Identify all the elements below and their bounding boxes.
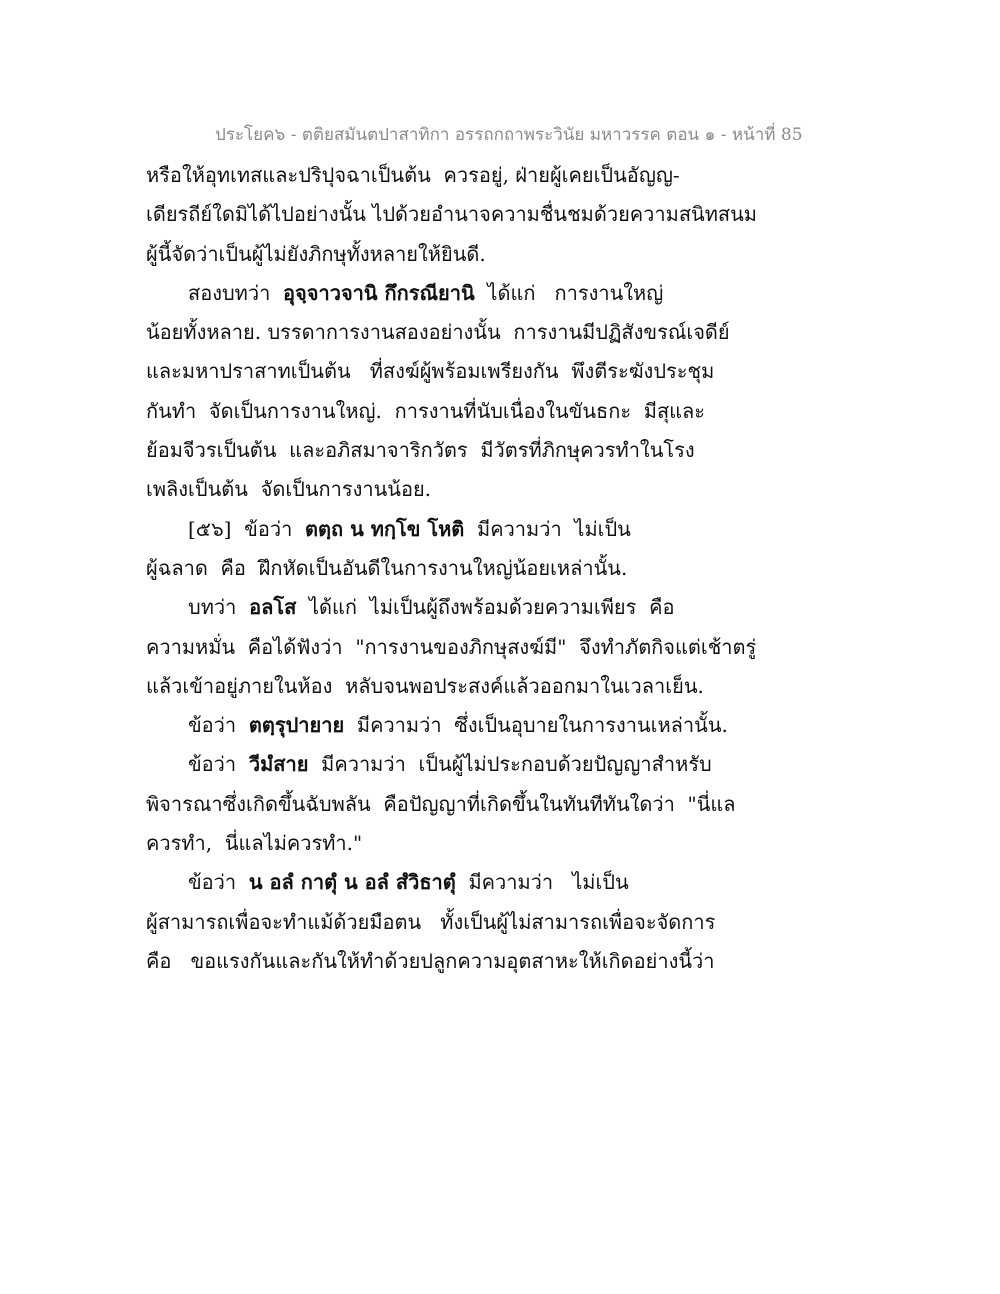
text-line [146,313,746,352]
text-segment: ได้แก่ ไม่เป็นผู้ถึงพร้อมด้วยความเพียร คือ [296,595,675,620]
text-line [146,549,746,588]
text-line [146,942,746,981]
text-segment: ย้อมจีวรเป็นต้น และอภิสมาจาริกวัตร มีวัตรที่ภิกษุควรทำในโรง [146,438,695,463]
text-segment: และมหาปราสาทเป็นต้น ที่สงฆ์ผู้พร้อมเพรียงกัน พึงตีระฆังประชุม [146,359,715,384]
pali-term: อุจฺจาวจานิ กึกรณียานิ [283,280,475,305]
text-line [146,824,746,863]
text-segment: เดียรถีย์ใดมิได้ไปอย่างนั้น ไปด้วยอำนาจความชื่นชมด้วยความสนิทสนม [146,202,757,227]
running-header: ประโยค๖ - ตติยสมันตปาสาทิกา อรรถกถาพระวินัย มหาวรรค ตอน ๑ - หน้าที่ 85 [215,125,803,145]
text-segment: [๕๖] ข้อว่า [188,516,306,541]
text-line [146,706,746,745]
text-line [146,470,746,509]
text-segment: ผู้สามารถเพื่อจะทำแม้ด้วยมือตน ทั้งเป็นผู้ไม่สามารถเพื่อจะจัดการ [146,909,716,934]
text-segment: ได้แก่ การงานใหญ่ [474,280,664,305]
text-line [146,352,746,391]
text-line [146,667,746,706]
text-line [146,510,746,549]
text-line [146,903,746,942]
text-segment: แล้วเข้าอยู่ภายในห้อง หลับจนพอประสงค์แล้วออกมาในเวลาเย็น. [146,673,704,698]
text-segment: มีความว่า ไม่เป็น [464,516,631,541]
text-segment: เพลิงเป็นต้น จัดเป็นการงานน้อย. [146,477,432,502]
text-segment: มีความว่า เป็นผู้ไม่ประกอบด้วยปัญญาสำหรับ [308,752,712,777]
text-line [146,274,746,313]
pali-term: วีมํสาย [248,752,309,777]
text-segment: ผู้นี้จัดว่าเป็นผู้ไม่ยังภิกษุทั้งหลายให้ยินดี. [146,241,486,266]
text-line [146,588,746,627]
text-segment: ข้อว่า [188,870,249,895]
text-line [146,195,757,234]
text-segment: มีความว่า ไม่เป็น [455,870,629,895]
pali-term: ตตฺถ น ทกฺโข โหติ [305,516,465,541]
body-text [146,156,757,981]
text-line [146,863,746,902]
text-segment: ข้อว่า [188,752,249,777]
pali-term: น อลํ กาตุํ น อลํ สํวิธาตุํ [248,870,456,895]
text-line [146,745,746,784]
pali-term: ตตฺรุปายาย [248,713,345,738]
text-line [146,392,746,431]
text-segment: ผู้ฉลาด คือ ฝึกหัดเป็นอันดีในการงานใหญ่น้อยเหล่านั้น. [146,555,628,580]
text-segment: กันทำ จัดเป็นการงานใหญ่. การงานที่นับเนื่องในขันธกะ มีสุและ [146,398,706,423]
text-segment: ความหมั่น คือได้ฟังว่า "การงานของภิกษุสงฆ์มี" จึงทำภัตกิจแต่เช้าตรู่ [146,634,757,659]
text-segment: คือ ขอแรงกันและกันให้ทำด้วยปลูกความอุตสาหะให้เกิดอย่างนี้ว่า [146,948,715,973]
text-segment: น้อยทั้งหลาย. บรรดาการงานสองอย่างนั้น การงานมีปฏิสังขรณ์เจดีย์ [146,320,730,345]
text-segment: มีความว่า ซึ่งเป็นอุบายในการงานเหล่านั้น. [344,713,728,738]
text-line [146,156,746,195]
text-line [146,235,746,274]
text-segment: ควรทำ, นี่แลไม่ควรทำ." [146,831,363,856]
text-line [146,431,746,470]
text-segment: สองบทว่า [188,280,284,305]
pali-term: อลโส [249,595,297,620]
text-segment: บทว่า [188,595,250,620]
text-segment: หรือให้อุทเทสและปริปุจฉาเป็นต้น ควรอยู่, ฝ่ายผู้เคยเป็นอัญญ- [146,163,680,187]
text-line [146,628,757,667]
text-segment: พิจารณาซึ่งเกิดขึ้นฉับพลัน คือปัญญาที่เกิดขึ้นในทันทีทันใดว่า "นี่แล [146,791,736,816]
text-segment: ข้อว่า [188,713,249,738]
text-line [146,785,746,824]
